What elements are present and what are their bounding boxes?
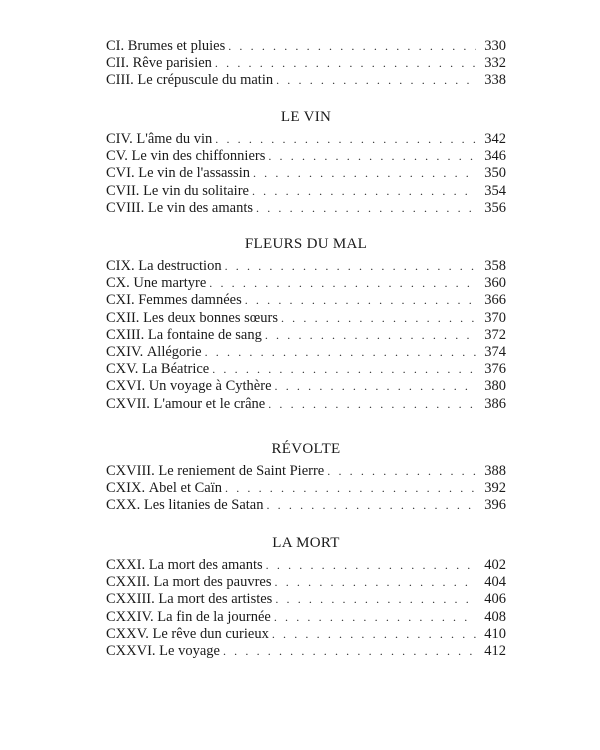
dot-leader (324, 463, 476, 480)
dot-leader (272, 591, 476, 608)
section-heading: LA MORT (272, 535, 340, 551)
entry-page: 408 (484, 608, 506, 625)
entry-title: Le vin des amants (147, 199, 253, 216)
entry-title: L'amour et le crâne (153, 395, 266, 412)
entry-title: La fin de la journée (157, 608, 271, 625)
entry-number: CI. (106, 38, 125, 54)
entry-page: 366 (484, 292, 506, 309)
dot-leader (262, 327, 476, 344)
dot-leader (222, 480, 476, 497)
toc-entry (106, 165, 506, 182)
dot-leader (222, 258, 476, 275)
toc-entry (106, 626, 506, 643)
entry-page: 356 (484, 199, 506, 216)
entry-page: 388 (484, 463, 506, 479)
entry-number: CXXIII. (106, 591, 155, 608)
entry-title: Brumes et pluies (127, 38, 226, 54)
entry-title: Le reniement de Saint Pierre (158, 463, 325, 479)
entry-number: CIII. (106, 72, 134, 89)
toc-entry (106, 38, 506, 55)
entry-title: Allégorie (146, 343, 202, 360)
section-heading: RÉVOLTE (271, 441, 341, 457)
dot-leader (249, 183, 476, 200)
dot-leader (212, 131, 476, 148)
entry-number: CXVIII. (106, 463, 155, 479)
toc-entry (106, 480, 506, 497)
toc-entry (106, 396, 506, 413)
entry-page: 372 (484, 326, 506, 343)
toc-entry (106, 72, 506, 89)
entry-number: CXIII. (106, 326, 145, 343)
entry-page: 354 (484, 182, 506, 199)
entry-number: CVII. (106, 182, 140, 199)
entry-number: CVI. (106, 165, 135, 182)
dot-leader (206, 275, 476, 292)
entry-title: La Béatrice (142, 361, 210, 378)
entry-number: CIV. (106, 131, 133, 147)
entry-number: CXXV. (106, 625, 149, 642)
entry-title: Le vin des chiffonniers (131, 148, 266, 165)
entry-number: CXXI. (106, 557, 146, 573)
entry-page: 350 (484, 165, 506, 182)
toc-entry (106, 55, 506, 72)
entry-title: La fontaine de sang (147, 326, 262, 343)
entry-number: CXI. (106, 292, 135, 309)
entry-title: Les deux bonnes sœurs (143, 309, 278, 326)
toc-entry (106, 557, 506, 574)
entry-title: La mort des artistes (158, 591, 273, 608)
entry-number: CXX. (106, 497, 141, 514)
entry-number: CXV. (106, 361, 139, 378)
entry-number: CXIX. (106, 480, 146, 497)
entry-page: 380 (484, 378, 506, 395)
dot-leader (220, 643, 476, 660)
toc-entry (106, 131, 506, 148)
toc-entry (106, 292, 506, 309)
toc-section-la-mort (106, 532, 506, 660)
dot-leader (250, 165, 476, 182)
dot-leader (273, 72, 476, 89)
dot-leader (271, 609, 476, 626)
toc-entry (106, 200, 506, 217)
toc-section-le-vin (106, 106, 506, 217)
toc-section-continuation (106, 38, 506, 90)
entry-page: 332 (484, 55, 506, 72)
entry-title: Le rêve dun curieux (152, 625, 269, 642)
toc-entry (106, 609, 506, 626)
entry-page: 404 (484, 574, 506, 591)
dot-leader (265, 396, 476, 413)
entry-title: La destruction (138, 258, 222, 274)
toc-entry (106, 258, 506, 275)
entry-page: 360 (484, 275, 506, 292)
entry-number: CVIII. (106, 199, 145, 216)
toc-section-fleurs-du-mal (106, 233, 506, 413)
toc-entry (106, 148, 506, 165)
toc-entry (106, 574, 506, 591)
dot-leader (242, 292, 476, 309)
toc-entry (106, 275, 506, 292)
entry-page: 330 (484, 38, 506, 54)
dot-leader (269, 626, 476, 643)
entry-page: 358 (484, 258, 506, 274)
entry-number: CXII. (106, 309, 140, 326)
entry-page: 396 (484, 497, 506, 514)
entry-title: Le crépuscule du matin (137, 72, 274, 89)
toc-entry (106, 361, 506, 378)
entry-number: CXXIV. (106, 608, 154, 625)
entry-title: Rêve parisien (132, 55, 212, 72)
entry-number: CIX. (106, 258, 135, 274)
dot-leader (263, 497, 476, 514)
entry-number: CV. (106, 148, 128, 165)
entry-number: CX. (106, 275, 130, 292)
entry-page: 342 (484, 131, 506, 147)
entry-page: 338 (484, 72, 506, 89)
entry-title: Un voyage à Cythère (148, 378, 272, 395)
toc-entry (106, 183, 506, 200)
toc-entry (106, 344, 506, 361)
dot-leader (265, 148, 476, 165)
dot-leader (278, 310, 476, 327)
entry-page: 374 (484, 343, 506, 360)
entry-number: CXVII. (106, 395, 150, 412)
entry-title: Le voyage (159, 642, 220, 659)
dot-leader (212, 55, 476, 72)
toc-entry (106, 643, 506, 660)
entry-number: CII. (106, 55, 129, 72)
section-heading: FLEURS DU MAL (244, 236, 368, 252)
toc-section-revolte (106, 438, 506, 515)
entry-page: 392 (484, 480, 506, 497)
toc-entry (106, 497, 506, 514)
entry-number: CXXVI. (106, 642, 156, 659)
dot-leader (263, 557, 476, 574)
entry-page: 376 (484, 361, 506, 378)
toc-entry (106, 591, 506, 608)
dot-leader (225, 38, 476, 55)
entry-page: 386 (484, 395, 506, 412)
section-heading: LE VIN (280, 109, 332, 125)
entry-title: La mort des amants (148, 557, 263, 573)
toc-entry (106, 463, 506, 480)
entry-number: CXXII. (106, 574, 150, 591)
dot-leader (202, 344, 476, 361)
entry-page: 412 (484, 642, 506, 659)
toc-entry (106, 327, 506, 344)
dot-leader (253, 200, 476, 217)
toc-entry (106, 378, 506, 395)
toc-entry (106, 310, 506, 327)
entry-title: Femmes damnées (138, 292, 242, 309)
entry-number: CXVI. (106, 378, 146, 395)
entry-title: L'âme du vin (136, 131, 213, 147)
entry-page: 346 (484, 148, 506, 165)
entry-title: La mort des pauvres (153, 574, 272, 591)
entry-page: 402 (484, 557, 506, 573)
entry-page: 370 (484, 309, 506, 326)
entry-page: 406 (484, 591, 506, 608)
dot-leader (272, 574, 476, 591)
entry-title: Le vin du solitaire (143, 182, 249, 199)
entry-title: Le vin de l'assassin (138, 165, 250, 182)
dot-leader (272, 378, 476, 395)
entry-page: 410 (484, 625, 506, 642)
entry-title: Une martyre (133, 275, 207, 292)
dot-leader (209, 361, 476, 378)
entry-title: Les litanies de Satan (143, 497, 264, 514)
entry-title: Abel et Caïn (148, 480, 222, 497)
entry-number: CXIV. (106, 343, 144, 360)
